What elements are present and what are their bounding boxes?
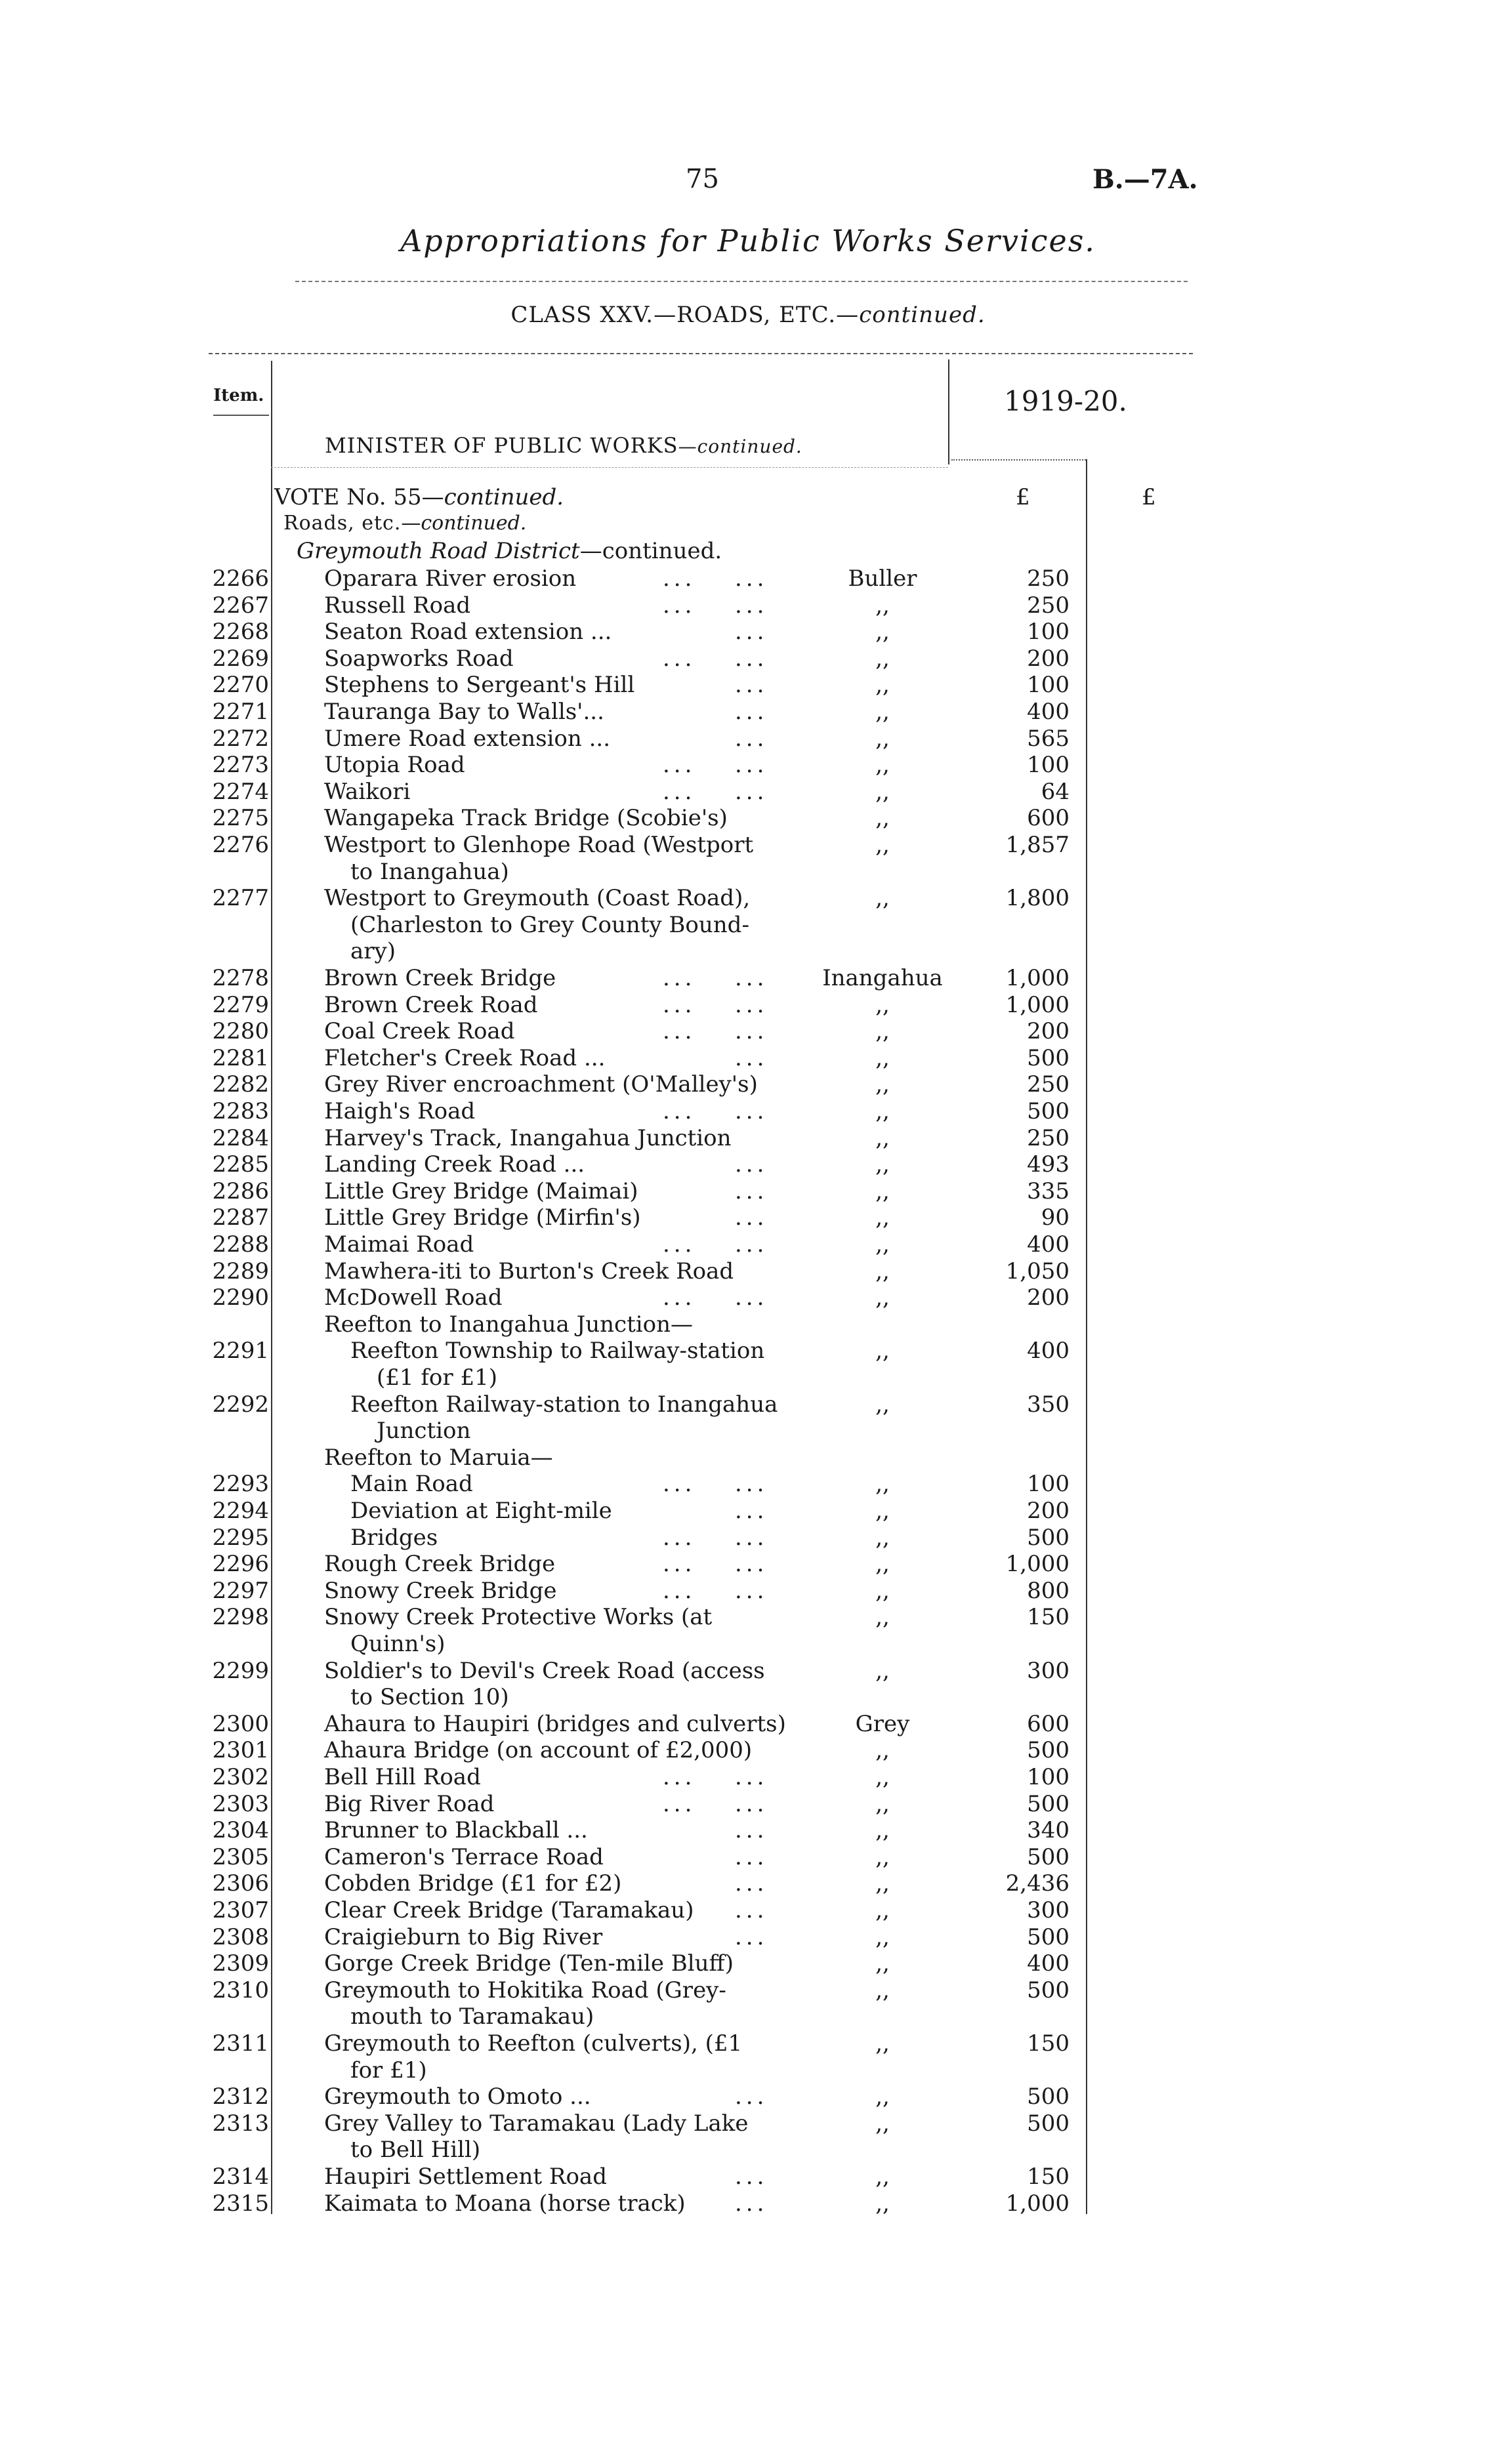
leader-dots: ... <box>735 1843 768 1870</box>
item-description-continuation: for £1) <box>350 2057 427 2084</box>
leader-dots: ... <box>663 645 696 672</box>
amount-value: 500 <box>1027 1790 1070 1817</box>
item-number: 2287 <box>212 1204 269 1231</box>
amount-value: 200 <box>1027 645 1070 672</box>
item-number: 2290 <box>212 1284 269 1311</box>
amount-value: 250 <box>1027 1071 1070 1098</box>
item-number: 2300 <box>212 1710 269 1737</box>
location-ditto-mark: ,, <box>875 1018 890 1045</box>
item-description: Ahaura to Haupiri (bridges and culverts) <box>324 1710 786 1737</box>
amount-value: 600 <box>1027 1710 1070 1737</box>
item-number: 2314 <box>212 2164 269 2190</box>
location-ditto-mark: ,, <box>875 619 890 646</box>
location-ditto-mark: ,, <box>875 1790 890 1817</box>
leader-dots: ... <box>735 2190 768 2217</box>
item-number: 2279 <box>212 991 269 1018</box>
item-description: Brown Creek Road <box>324 991 538 1018</box>
item-description-continuation: to Inangahua) <box>350 858 509 885</box>
item-description: Snowy Creek Bridge <box>324 1577 557 1604</box>
item-number: 2299 <box>212 1657 269 1684</box>
amount-value: 500 <box>1027 1923 1070 1950</box>
leader-dots: ... <box>735 725 768 752</box>
item-description: Reefton Railway-station to Inangahua <box>350 1391 778 1418</box>
item-description: Cobden Bridge (£1 for £2) <box>324 1870 622 1897</box>
item-number: 2293 <box>212 1471 269 1498</box>
amount-value: 500 <box>1027 2084 1070 2110</box>
location-ditto-mark: ,, <box>875 1551 890 1578</box>
leader-dots: ... <box>663 1764 696 1790</box>
location-ditto-mark: ,, <box>875 1577 890 1604</box>
leader-dots: ... <box>663 1231 696 1258</box>
location-ditto-mark: ,, <box>875 991 890 1018</box>
leader-dots: ... <box>735 1231 768 1258</box>
location-ditto-mark: ,, <box>875 1524 890 1551</box>
location-ditto-mark: ,, <box>875 1923 890 1950</box>
amount-value: 500 <box>1027 1843 1070 1870</box>
item-description-continuation: to Bell Hill) <box>350 2137 481 2164</box>
amount-value: 1,000 <box>1005 991 1070 1018</box>
item-description: Harvey's Track, Inangahua Junction <box>324 1124 732 1151</box>
amount-value: 100 <box>1027 1471 1070 1498</box>
item-number: 2275 <box>212 805 269 832</box>
item-number: 2312 <box>212 2084 269 2110</box>
item-description: Seaton Road extension ... <box>324 619 612 646</box>
item-description: Little Grey Bridge (Maimai) <box>324 1178 638 1204</box>
item-number: 2302 <box>212 1764 269 1790</box>
amount-value: 1,000 <box>1005 2190 1070 2217</box>
leader-dots: ... <box>735 1577 768 1604</box>
amount-value: 100 <box>1027 672 1070 699</box>
item-number: 2273 <box>212 752 269 779</box>
leader-dots: ... <box>663 1284 696 1311</box>
location-ditto-mark: ,, <box>875 1098 890 1124</box>
leader-dots: ... <box>735 1551 768 1578</box>
amount-value: 1,000 <box>1005 965 1070 991</box>
item-number: 2272 <box>212 725 269 752</box>
item-number: 2266 <box>212 565 269 592</box>
item-description: Deviation at Eight-mile <box>350 1498 612 1524</box>
location-ditto-mark: ,, <box>875 1950 890 1977</box>
leader-dots: ... <box>663 991 696 1018</box>
page-number: 75 <box>686 164 719 194</box>
item-description: Westport to Greymouth (Coast Road), <box>324 885 751 912</box>
item-column-divider <box>271 361 272 2214</box>
amount-value: 500 <box>1027 1098 1070 1124</box>
roads-subheading-suffix: —continued. <box>401 512 527 535</box>
leader-dots: ... <box>663 1524 696 1551</box>
amount-value: 64 <box>1041 778 1070 805</box>
amount-value: 400 <box>1027 1950 1070 1977</box>
location-ditto-mark: ,, <box>875 645 890 672</box>
location-ditto-mark: ,, <box>875 2110 890 2137</box>
class-heading-suffix: —continued. <box>836 302 986 328</box>
item-number: 2303 <box>212 1790 269 1817</box>
item-number: 2274 <box>212 778 269 805</box>
amount-value: 150 <box>1027 2164 1070 2190</box>
item-description: Coal Creek Road <box>324 1018 515 1045</box>
item-description: Greymouth to Omoto ... <box>324 2084 591 2110</box>
location-ditto-mark: ,, <box>875 1258 890 1284</box>
leader-dots: ... <box>735 1764 768 1790</box>
location-ditto-mark: ,, <box>875 1977 890 2003</box>
amount-value: 1,050 <box>1005 1258 1070 1284</box>
leader-dots: ... <box>735 592 768 619</box>
leader-dots: ... <box>735 1817 768 1844</box>
leader-dots: ... <box>735 1098 768 1124</box>
location-ditto-mark: ,, <box>875 1044 890 1071</box>
leader-dots: ... <box>735 1284 768 1311</box>
item-number: 2308 <box>212 1923 269 1950</box>
leader-dots: ... <box>735 1471 768 1498</box>
item-description: Haigh's Road <box>324 1098 476 1124</box>
leader-dots: ... <box>663 592 696 619</box>
item-description: Reefton to Maruia— <box>324 1444 553 1471</box>
item-number: 2305 <box>212 1843 269 1870</box>
leader-dots: ... <box>735 778 768 805</box>
item-description: Greymouth to Reefton (culverts), (£1 <box>324 2030 743 2057</box>
location-name: Inangahua <box>822 965 943 991</box>
leader-dots: ... <box>735 565 768 592</box>
item-number: 2284 <box>212 1124 269 1151</box>
item-description: Fletcher's Creek Road ... <box>324 1044 606 1071</box>
item-number: 2277 <box>212 885 269 912</box>
item-description: Waikori <box>324 778 411 805</box>
amount-value: 150 <box>1027 1604 1070 1631</box>
item-number: 2288 <box>212 1231 269 1258</box>
amount-value: 200 <box>1027 1284 1070 1311</box>
location-ditto-mark: ,, <box>875 2190 890 2217</box>
title-rule <box>295 281 1188 282</box>
item-description: Brunner to Blackball ... <box>324 1817 588 1844</box>
amount-value: 200 <box>1027 1018 1070 1045</box>
item-description: Snowy Creek Protective Works (at <box>324 1604 713 1631</box>
item-description-continuation: ary) <box>350 938 396 965</box>
leader-dots: ... <box>735 965 768 991</box>
leader-dots: ... <box>735 1204 768 1231</box>
item-number: 2304 <box>212 1817 269 1844</box>
leader-dots: ... <box>735 2084 768 2110</box>
leader-dots: ... <box>663 1551 696 1578</box>
leader-dots: ... <box>735 1178 768 1204</box>
item-number: 2289 <box>212 1258 269 1284</box>
currency-symbol-second: £ <box>1142 484 1156 510</box>
item-header-underline <box>213 415 269 416</box>
leader-dots: ... <box>735 619 768 646</box>
location-ditto-mark: ,, <box>875 1231 890 1258</box>
item-description: Reefton to Inangahua Junction— <box>324 1311 693 1338</box>
item-description: Bell Hill Road <box>324 1764 481 1790</box>
location-ditto-mark: ,, <box>875 1764 890 1790</box>
item-number: 2294 <box>212 1498 269 1524</box>
amount-value: 200 <box>1027 1498 1070 1524</box>
details-column-divider <box>948 359 949 464</box>
amount-value: 100 <box>1027 752 1070 779</box>
location-ditto-mark: ,, <box>875 778 890 805</box>
item-number: 2307 <box>212 1897 269 1923</box>
location-ditto-mark: ,, <box>875 1604 890 1631</box>
item-number: 2298 <box>212 1604 269 1631</box>
leader-dots: ... <box>735 1524 768 1551</box>
district-subheading-text: Greymouth Road District <box>297 538 580 564</box>
leader-dots: ... <box>735 1790 768 1817</box>
item-description: Wangapeka Track Bridge (Scobie's) <box>324 805 728 832</box>
amount-value: 2,436 <box>1005 1870 1070 1897</box>
item-number: 2269 <box>212 645 269 672</box>
item-number: 2268 <box>212 619 269 646</box>
leader-dots: ... <box>663 1790 696 1817</box>
location-name: Buller <box>848 565 917 592</box>
ministry-heading-suffix: —continued. <box>678 436 802 457</box>
item-number: 2313 <box>212 2110 269 2137</box>
leader-dots: ... <box>735 1923 768 1950</box>
item-number: 2283 <box>212 1098 269 1124</box>
item-description: Haupiri Settlement Road <box>324 2164 607 2190</box>
leader-dots: ... <box>663 1471 696 1498</box>
item-number: 2286 <box>212 1178 269 1204</box>
leader-dots: ... <box>735 1498 768 1524</box>
location-ditto-mark: ,, <box>875 1498 890 1524</box>
item-number: 2297 <box>212 1577 269 1604</box>
location-ditto-mark: ,, <box>875 2164 890 2190</box>
amount-value: 400 <box>1027 1231 1070 1258</box>
item-description: Rough Creek Bridge <box>324 1551 556 1578</box>
location-ditto-mark: ,, <box>875 1471 890 1498</box>
item-number: 2281 <box>212 1044 269 1071</box>
page-title: Appropriations for Public Works Services. <box>400 223 1096 258</box>
item-description: Landing Creek Road ... <box>324 1151 585 1178</box>
item-description: Craigieburn to Big River <box>324 1923 603 1950</box>
leader-dots: ... <box>735 1044 768 1071</box>
leader-dots: ... <box>735 1897 768 1923</box>
item-description-continuation: (£1 for £1) <box>377 1365 497 1391</box>
leader-dots: ... <box>735 699 768 725</box>
item-description: Tauranga Bay to Walls'... <box>324 699 604 725</box>
item-number: 2310 <box>212 1977 269 2003</box>
item-description: Russell Road <box>324 592 471 619</box>
item-description: Stephens to Sergeant's Hill <box>324 672 635 699</box>
document-reference: B.—7A. <box>1092 164 1198 195</box>
item-description-continuation: (Charleston to Grey County Bound- <box>350 911 749 938</box>
class-heading-text: CLASS XXV.—ROADS, ETC. <box>510 302 837 328</box>
leader-dots: ... <box>663 1018 696 1045</box>
item-number: 2292 <box>212 1391 269 1418</box>
item-column-header: Item. <box>213 386 264 405</box>
location-ditto-mark: ,, <box>875 1284 890 1311</box>
item-number: 2295 <box>212 1524 269 1551</box>
item-number: 2271 <box>212 699 269 725</box>
location-ditto-mark: ,, <box>875 2084 890 2110</box>
location-ditto-mark: ,, <box>875 1071 890 1098</box>
location-ditto-mark: ,, <box>875 2030 890 2057</box>
leader-dots: ... <box>663 1098 696 1124</box>
amount-value: 500 <box>1027 1044 1070 1071</box>
leader-dots: ... <box>735 645 768 672</box>
amount-value: 493 <box>1027 1151 1070 1178</box>
district-subheading-suffix: —continued. <box>579 538 722 564</box>
item-description-continuation: Junction <box>377 1418 471 1445</box>
item-number: 2278 <box>212 965 269 991</box>
leader-dots: ... <box>663 1577 696 1604</box>
amount-column-divider <box>1086 459 1087 2214</box>
item-description: Brown Creek Bridge <box>324 965 556 991</box>
leader-dots: ... <box>735 991 768 1018</box>
amount-value: 1,857 <box>1005 832 1070 858</box>
amount-value: 565 <box>1027 725 1070 752</box>
item-description: Bridges <box>350 1524 438 1551</box>
location-name: Grey <box>855 1710 910 1737</box>
amount-value: 500 <box>1027 2110 1070 2137</box>
item-number: 2296 <box>212 1551 269 1578</box>
amount-value: 400 <box>1027 699 1070 725</box>
item-description: Grey River encroachment (O'Malley's) <box>324 1071 758 1098</box>
item-number: 2309 <box>212 1950 269 1977</box>
item-description-continuation: to Section 10) <box>350 1684 509 1711</box>
location-ditto-mark: ,, <box>875 1204 890 1231</box>
location-ditto-mark: ,, <box>875 1843 890 1870</box>
amount-value: 250 <box>1027 1124 1070 1151</box>
location-ditto-mark: ,, <box>875 1124 890 1151</box>
amount-value: 600 <box>1027 805 1070 832</box>
amount-value: 250 <box>1027 565 1070 592</box>
item-description: Gorge Creek Bridge (Ten-mile Bluff) <box>324 1950 734 1977</box>
item-description: Main Road <box>350 1471 473 1498</box>
item-description: Kaimata to Moana (horse track) <box>324 2190 686 2217</box>
class-heading <box>0 302 1496 328</box>
location-ditto-mark: ,, <box>875 1338 890 1365</box>
location-ditto-mark: ,, <box>875 1178 890 1204</box>
location-ditto-mark: ,, <box>875 1817 890 1844</box>
amount-value: 300 <box>1027 1897 1070 1923</box>
item-number: 2270 <box>212 672 269 699</box>
location-ditto-mark: ,, <box>875 1737 890 1764</box>
amount-value: 1,000 <box>1005 1551 1070 1578</box>
leader-dots: ... <box>735 2164 768 2190</box>
amount-value: 335 <box>1027 1178 1070 1204</box>
leader-dots: ... <box>663 565 696 592</box>
item-description: Reefton Township to Railway-station <box>350 1338 765 1365</box>
item-description: Soldier's to Devil's Creek Road (access <box>324 1657 765 1684</box>
item-number: 2291 <box>212 1338 269 1365</box>
item-number: 2276 <box>212 832 269 858</box>
amount-value: 300 <box>1027 1657 1070 1684</box>
location-ditto-mark: ,, <box>875 1151 890 1178</box>
item-description: Clear Creek Bridge (Taramakau) <box>324 1897 694 1923</box>
location-ditto-mark: ,, <box>875 1870 890 1897</box>
vote-heading-suffix: —continued. <box>421 484 564 510</box>
item-number: 2267 <box>212 592 269 619</box>
item-description: Little Grey Bridge (Mirfin's) <box>324 1204 641 1231</box>
location-ditto-mark: ,, <box>875 805 890 832</box>
amount-value: 100 <box>1027 619 1070 646</box>
item-description: McDowell Road <box>324 1284 503 1311</box>
item-description: Maimai Road <box>324 1231 474 1258</box>
amount-value: 1,800 <box>1005 885 1070 912</box>
currency-symbol-first: £ <box>1016 484 1030 510</box>
leader-dots: ... <box>735 1018 768 1045</box>
location-ditto-mark: ,, <box>875 592 890 619</box>
leader-dots: ... <box>735 752 768 779</box>
item-number: 2306 <box>212 1870 269 1897</box>
location-ditto-mark: ,, <box>875 752 890 779</box>
leader-dots: ... <box>663 965 696 991</box>
leader-dots: ... <box>663 778 696 805</box>
amount-value: 500 <box>1027 1524 1070 1551</box>
roads-subheading <box>283 512 526 535</box>
item-number: 2301 <box>212 1737 269 1764</box>
ministry-heading <box>325 433 802 458</box>
location-ditto-mark: ,, <box>875 1391 890 1418</box>
item-number: 2315 <box>212 2190 269 2217</box>
item-description: Soapworks Road <box>324 645 514 672</box>
location-ditto-mark: ,, <box>875 1897 890 1923</box>
item-description: Utopia Road <box>324 752 465 779</box>
vote-rule <box>271 467 948 468</box>
vote-heading <box>274 484 564 510</box>
item-description: Greymouth to Hokitika Road (Grey- <box>324 1977 726 2003</box>
amount-value: 500 <box>1027 1737 1070 1764</box>
year-header-rule <box>951 459 1086 461</box>
item-description-continuation: mouth to Taramakau) <box>350 2003 594 2030</box>
leader-dots: ... <box>735 1870 768 1897</box>
table-top-rule <box>209 353 1193 354</box>
amount-value: 150 <box>1027 2030 1070 2057</box>
item-description: Cameron's Terrace Road <box>324 1843 604 1870</box>
item-description-continuation: Quinn's) <box>350 1631 446 1657</box>
leader-dots: ... <box>663 752 696 779</box>
amount-value: 340 <box>1027 1817 1070 1844</box>
location-ditto-mark: ,, <box>875 832 890 858</box>
item-description: Westport to Glenhope Road (Westport <box>324 832 754 858</box>
roads-subheading-text: Roads, etc. <box>283 512 402 535</box>
item-description: Grey Valley to Taramakau (Lady Lake <box>324 2110 749 2137</box>
amount-value: 500 <box>1027 1977 1070 2003</box>
location-ditto-mark: ,, <box>875 725 890 752</box>
item-number: 2311 <box>212 2030 269 2057</box>
leader-dots: ... <box>735 672 768 699</box>
location-ditto-mark: ,, <box>875 885 890 912</box>
amount-value: 100 <box>1027 1764 1070 1790</box>
item-description: Oparara River erosion <box>324 565 577 592</box>
amount-value: 800 <box>1027 1577 1070 1604</box>
vote-heading-text: VOTE No. 55 <box>274 484 422 510</box>
amount-value: 250 <box>1027 592 1070 619</box>
amount-value: 90 <box>1041 1204 1070 1231</box>
item-description: Umere Road extension ... <box>324 725 611 752</box>
item-number: 2285 <box>212 1151 269 1178</box>
item-number: 2280 <box>212 1018 269 1045</box>
item-description: Big River Road <box>324 1790 495 1817</box>
amount-value: 400 <box>1027 1338 1070 1365</box>
leader-dots: ... <box>735 1151 768 1178</box>
item-description: Mawhera-iti to Burton's Creek Road <box>324 1258 734 1284</box>
district-subheading <box>297 538 722 564</box>
item-number: 2282 <box>212 1071 269 1098</box>
location-ditto-mark: ,, <box>875 672 890 699</box>
year-column-header: 1919-20. <box>1004 385 1127 417</box>
item-description: Ahaura Bridge (on account of £2,000) <box>324 1737 753 1764</box>
amount-value: 350 <box>1027 1391 1070 1418</box>
location-ditto-mark: ,, <box>875 1657 890 1684</box>
location-ditto-mark: ,, <box>875 699 890 725</box>
ministry-heading-text: MINISTER OF PUBLIC WORKS <box>325 433 678 458</box>
